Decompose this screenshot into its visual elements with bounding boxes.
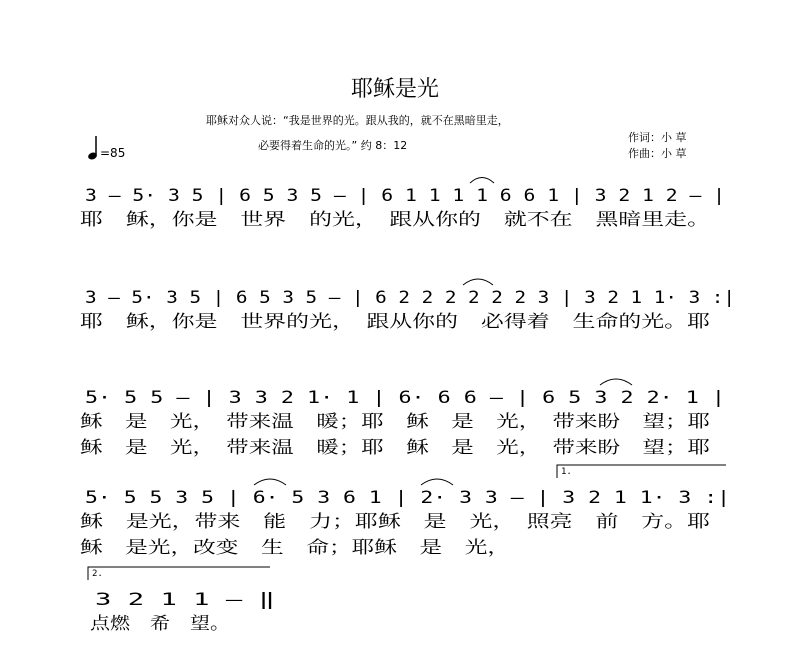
slur	[470, 178, 494, 184]
system-4-lyrics-verse-1: 稣 是光，带来 能 力；耶稣 是 光， 照亮 前 方。耶	[80, 512, 710, 532]
song-title: 耶稣是光	[350, 77, 439, 102]
scripture-line-2: 必要得着生命的光。” 约 8：12	[258, 139, 408, 152]
lyricist-credit: 作词：小 草	[628, 131, 687, 144]
tempo-value: =85	[100, 146, 126, 160]
second-ending-bracket	[88, 567, 270, 580]
slur	[254, 479, 286, 485]
slur	[600, 379, 632, 385]
system-2-notes: 3 – 5· 3 5 | 6 5 3 5 – | 6 2 2 2 2 2 2 3 | 3 2 1 1· 3 :|	[85, 288, 735, 308]
slur	[421, 479, 453, 485]
system-3-notes: 5· 5 5 – | 3 3 2 1· 1 | 6· 6 6 – | 6 5 3 2 2· 1 |	[85, 388, 725, 408]
system-2-lyrics: 耶 稣，你是 世界的光， 跟从你的 必得着 生命的光。耶	[80, 312, 710, 332]
system-3-lyrics-verse-1: 稣 是 光， 带来温 暖；耶 稣 是 光， 带来盼 望；耶	[80, 412, 710, 432]
composer-credit: 作曲：小 草	[628, 147, 687, 160]
system-5-lyrics: 点燃 希 望。	[90, 614, 230, 634]
system-3-lyrics-verse-2: 稣 是 光， 带来温 暖；耶 稣 是 光， 带来盼 望；耶	[80, 438, 710, 458]
second-ending-label: 2.	[92, 569, 103, 579]
system-1-notes: 3 – 5· 3 5 | 6 5 3 5 – | 6 1 1 1 1 6 6 1 | 3 2 1 2 – |	[85, 186, 725, 206]
first-ending-label: 1.	[561, 467, 572, 477]
system-1-lyrics: 耶 稣，你是 世界 的光， 跟从你的 就不在 黑暗里走。	[80, 210, 710, 230]
first-ending-bracket	[557, 465, 726, 478]
slur	[463, 279, 493, 285]
system-4-notes: 5· 5 5 3 5 | 6· 5 3 6 1 | 2· 3 3 – | 3 2 1 1· 3 :|	[85, 488, 730, 508]
system-5-notes: 3 2 1 1 – ‖	[95, 590, 275, 610]
scripture-line-1: 耶稣对众人说：“我是世界的光。跟从我的，就不在黑暗里走，	[206, 114, 509, 127]
system-4-lyrics-verse-2: 稣 是光，改变 生 命；耶稣 是 光，	[80, 538, 510, 558]
